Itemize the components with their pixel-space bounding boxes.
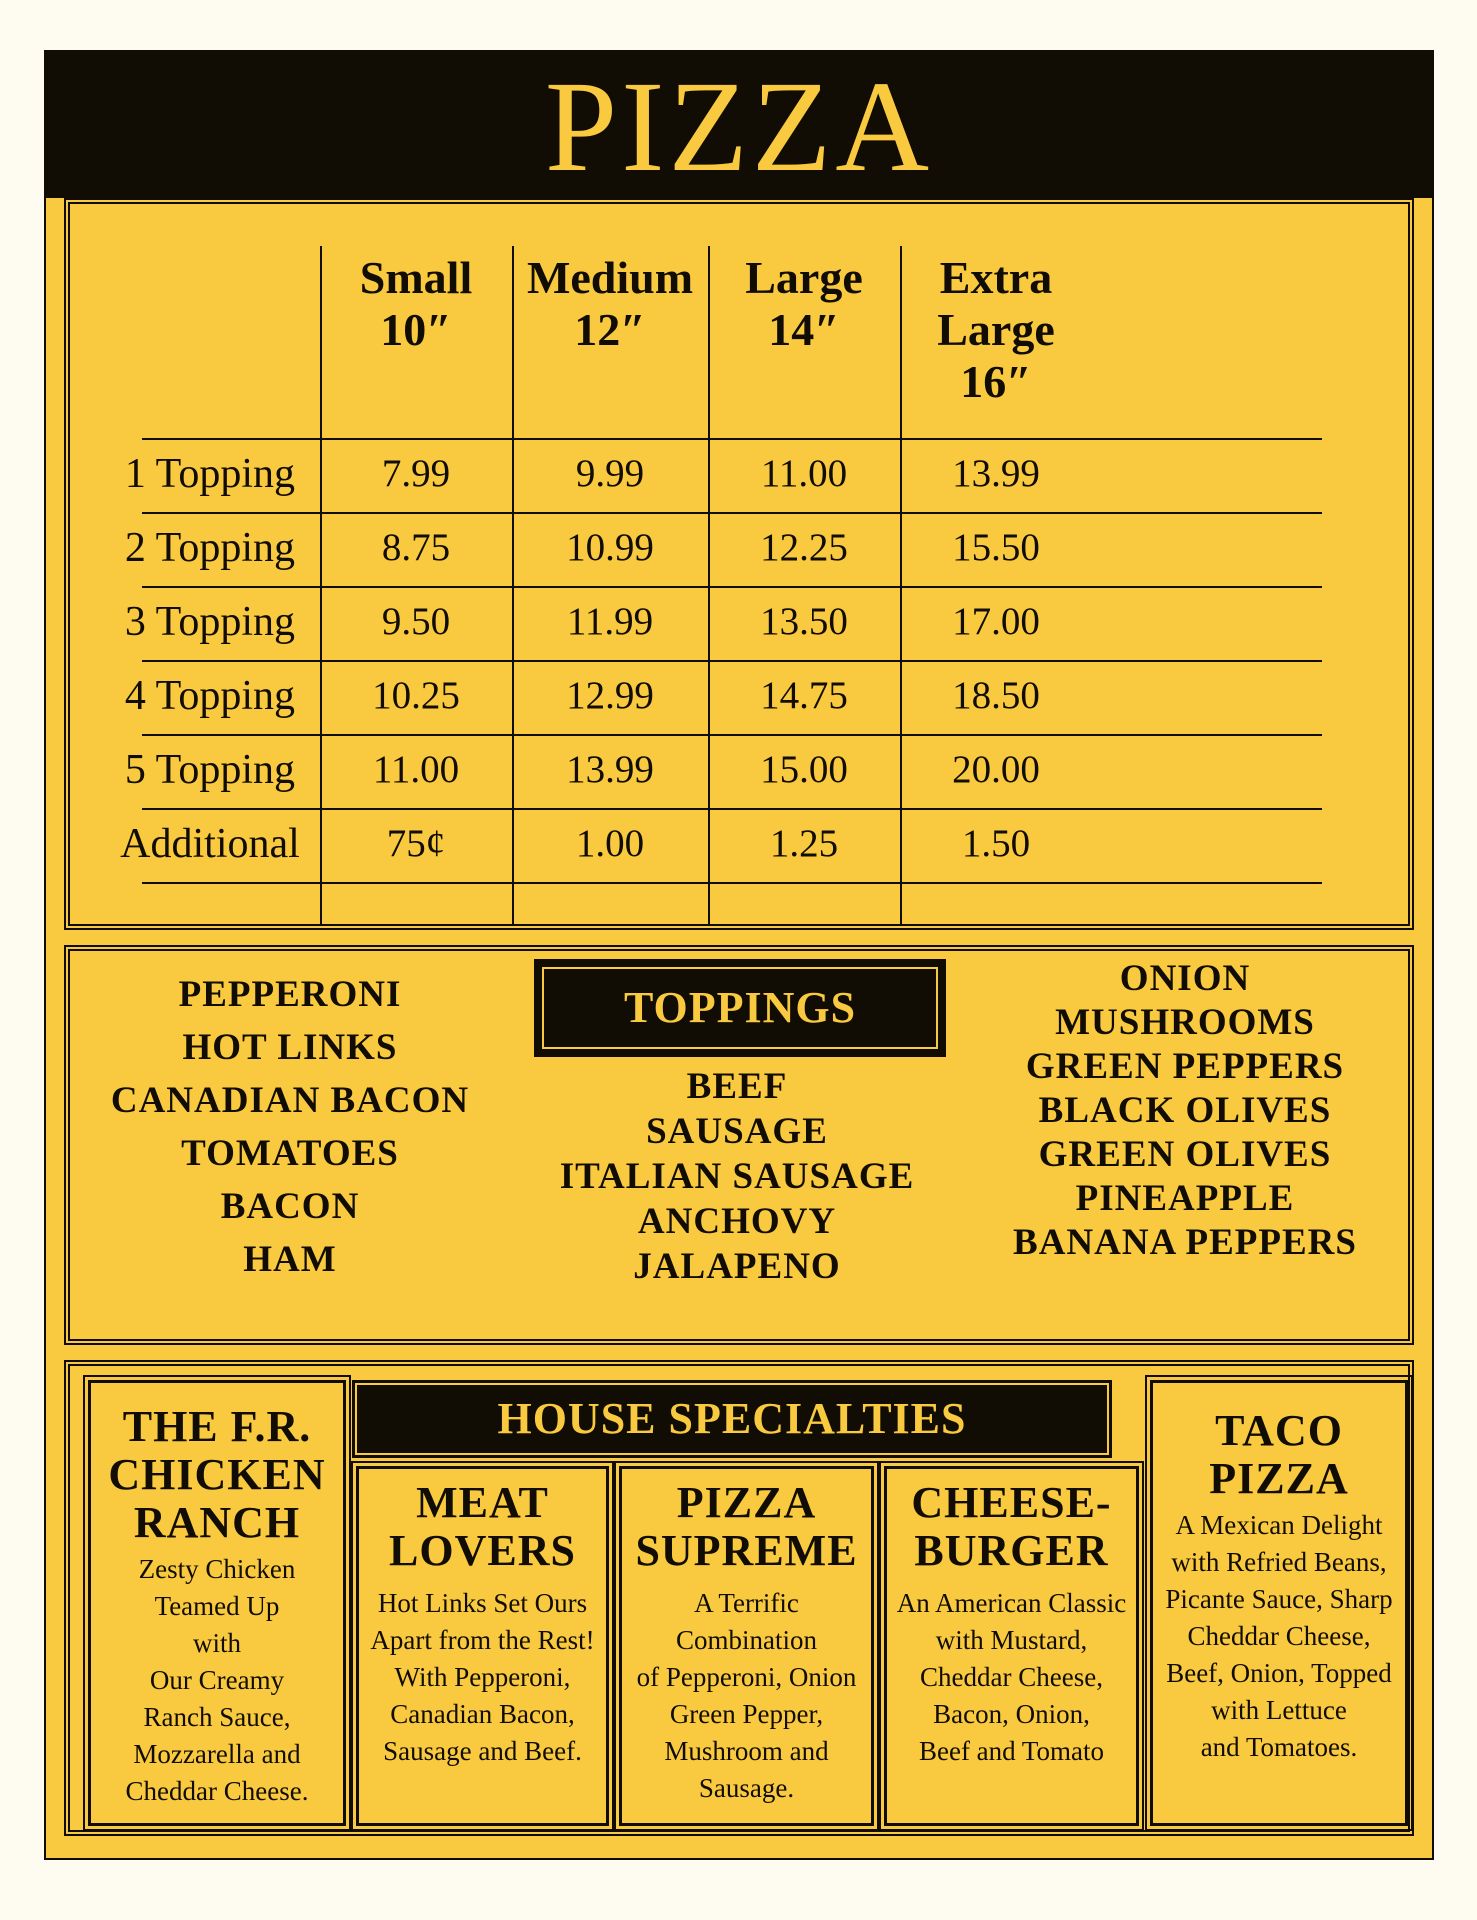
topping-item: BLACK OLIVES — [1038, 1090, 1332, 1131]
specialty-description-line: with Mustard, — [935, 1625, 1088, 1655]
price-cell: 12.25 — [760, 526, 848, 569]
title-bar — [46, 52, 1432, 198]
specialty-card — [884, 1466, 1139, 1826]
specialty-description-line: Apart from the Rest! — [370, 1625, 595, 1655]
specialty-description-line: Beef, Onion, Topped — [1166, 1658, 1392, 1688]
price-cell: 12.99 — [566, 674, 654, 717]
price-cell: 15.00 — [760, 748, 848, 791]
specialty-description-line: Ranch Sauce, — [143, 1702, 291, 1732]
size-inches: 16″ — [960, 356, 1032, 407]
specialty-description-line: Cheddar Cheese. — [125, 1776, 309, 1806]
toppings-title: TOPPINGS — [623, 983, 857, 1032]
size-name: Small — [359, 252, 473, 303]
table-row-divider — [142, 734, 1322, 736]
size-name: Medium — [526, 252, 694, 303]
price-cell: 75¢ — [386, 822, 446, 865]
toppings-column-left — [90, 961, 490, 1341]
specialty-card — [1150, 1380, 1408, 1826]
specialty-description — [1153, 1507, 1405, 1766]
size-name: Large — [745, 252, 863, 303]
price-cell: 18.50 — [952, 674, 1040, 717]
topping-item: TOMATOES — [181, 1133, 399, 1174]
price-cell: 10.25 — [372, 674, 460, 717]
specialty-description-line: Mozzarella and — [133, 1739, 301, 1769]
price-cell: 15.50 — [952, 526, 1040, 569]
price-cell: 9.99 — [575, 452, 645, 495]
price-cell: 9.50 — [381, 600, 451, 643]
specialty-name-line: BURGER — [914, 1526, 1109, 1575]
price-cell: 8.75 — [381, 526, 451, 569]
toppings-column-middle — [510, 1063, 964, 1341]
price-cell: 13.99 — [566, 748, 654, 791]
specialty-description-line: With Pepperoni, — [394, 1662, 571, 1692]
specialty-card — [356, 1466, 609, 1826]
row-label: 1 Topping — [124, 451, 296, 497]
specialty-description-line: with Lettuce — [1211, 1695, 1347, 1725]
specialty-name — [1153, 1407, 1405, 1503]
topping-item: PINEAPPLE — [1075, 1178, 1295, 1219]
specialty-description-line: Our Creamy — [149, 1665, 285, 1695]
specialty-description-line: Sausage and Beef. — [383, 1736, 582, 1766]
topping-item: HAM — [243, 1239, 337, 1280]
specialty-name — [91, 1403, 343, 1547]
specialty-description-line: Zesty Chicken — [138, 1554, 296, 1584]
specialty-name — [622, 1479, 871, 1575]
specialty-name — [359, 1479, 606, 1575]
toppings-section — [64, 945, 1414, 1345]
specialty-name — [887, 1479, 1136, 1575]
specialty-description — [622, 1585, 871, 1807]
house-specialties-title: HOUSE SPECIALTIES — [497, 1394, 967, 1443]
specialty-name-line: PIZZA — [1209, 1454, 1349, 1503]
specialty-name-line: MEAT — [416, 1478, 549, 1527]
row-label: Additional — [120, 821, 300, 867]
specialty-description — [359, 1585, 606, 1770]
price-cell: 7.99 — [381, 452, 451, 495]
house-specialties-title-box — [352, 1380, 1112, 1458]
specialty-description-line: Teamed Up — [154, 1591, 280, 1621]
specialty-description-line: Hot Links Set Ours — [377, 1588, 588, 1618]
specialty-card — [88, 1380, 346, 1826]
specialty-description-line: and Tomatoes. — [1200, 1732, 1358, 1762]
specialty-description-line: with Refried Beans, — [1171, 1547, 1387, 1577]
topping-item: ITALIAN SAUSAGE — [559, 1156, 915, 1197]
toppings-title-box — [536, 961, 944, 1055]
specialty-description-line: A Mexican Delight — [1175, 1510, 1383, 1540]
table-row-divider — [142, 660, 1322, 662]
size-inches: 14″ — [768, 304, 840, 355]
specialty-description-line: with — [192, 1628, 241, 1658]
topping-item: ANCHOVY — [637, 1201, 837, 1242]
size-name: Extra Large — [937, 252, 1055, 355]
size-header — [704, 252, 904, 356]
specialty-description-line: A Terrific Combination — [676, 1588, 817, 1655]
specialty-description-line: of Pepperoni, Onion — [636, 1662, 857, 1692]
row-label: 3 Topping — [124, 599, 296, 645]
price-cell: 11.99 — [566, 600, 654, 643]
specialty-description — [887, 1585, 1136, 1770]
topping-item: BANANA PEPPERS — [1013, 1222, 1357, 1263]
toppings-column-right — [980, 955, 1390, 1345]
price-cell: 11.00 — [760, 452, 848, 495]
price-cell: 1.25 — [769, 822, 839, 865]
topping-item: GREEN PEPPERS — [1025, 1046, 1345, 1087]
specialty-name-line: THE F.R. — [122, 1402, 312, 1451]
specialty-name-line: SUPREME — [635, 1526, 858, 1575]
row-label: 2 Topping — [124, 525, 296, 571]
specialty-description-line: Beef and Tomato — [918, 1736, 1105, 1766]
table-row-divider — [142, 438, 1322, 440]
topping-item: HOT LINKS — [182, 1027, 398, 1068]
house-specialties-section — [64, 1360, 1414, 1836]
specialty-description — [91, 1551, 343, 1810]
price-cell: 1.50 — [961, 822, 1031, 865]
price-table — [70, 204, 1408, 924]
specialty-name-line: RANCH — [133, 1498, 301, 1547]
size-header — [510, 252, 710, 356]
price-cell: 1.00 — [575, 822, 645, 865]
specialty-description-line: Bacon, Onion, — [933, 1699, 1090, 1729]
topping-item: BEEF — [686, 1066, 788, 1107]
specialty-description-line: An American Classic — [896, 1588, 1127, 1618]
price-cell: 13.50 — [760, 600, 848, 643]
price-table-frame — [64, 198, 1414, 930]
page-title: PIZZA — [544, 55, 934, 199]
specialty-name-line: LOVERS — [389, 1526, 576, 1575]
specialty-description-line: Green Pepper, — [669, 1699, 824, 1729]
table-row-divider — [142, 586, 1322, 588]
specialty-name-line: PIZZA — [676, 1478, 817, 1527]
price-cell: 11.00 — [372, 748, 460, 791]
topping-item: JALAPENO — [633, 1246, 841, 1287]
topping-item: SAUSAGE — [646, 1111, 828, 1152]
price-cell: 17.00 — [952, 600, 1040, 643]
price-cell: 20.00 — [952, 748, 1040, 791]
size-header — [316, 252, 516, 356]
row-label: 5 Topping — [124, 747, 296, 793]
topping-item: MUSHROOMS — [1055, 1002, 1315, 1043]
specialty-description-line: Canadian Bacon, — [390, 1699, 575, 1729]
specialty-name-line: CHICKEN — [108, 1450, 326, 1499]
price-cell: 10.99 — [566, 526, 654, 569]
topping-item: PEPPERONI — [178, 974, 402, 1015]
price-cell: 14.75 — [760, 674, 848, 717]
topping-item: GREEN OLIVES — [1038, 1134, 1332, 1175]
size-inches: 12″ — [574, 304, 646, 355]
specialty-name-line: TACO — [1215, 1406, 1343, 1455]
specialty-description-line: Cheddar Cheese, — [920, 1662, 1103, 1692]
specialty-name-line: CHEESE- — [911, 1478, 1112, 1527]
table-row-divider — [142, 512, 1322, 514]
topping-item: ONION — [1119, 958, 1251, 999]
table-row-divider — [142, 882, 1322, 884]
specialty-description-line: Mushroom and — [664, 1736, 829, 1766]
specialty-description-line: Sausage. — [698, 1773, 795, 1803]
topping-item: BACON — [220, 1186, 360, 1227]
menu-page — [44, 50, 1434, 1860]
specialty-card — [619, 1466, 874, 1826]
specialty-description-line: Cheddar Cheese, — [1187, 1621, 1371, 1651]
row-label: 4 Topping — [124, 673, 296, 719]
size-header — [896, 252, 1096, 408]
specialty-description-line: Picante Sauce, Sharp — [1165, 1584, 1393, 1614]
table-row-divider — [142, 808, 1322, 810]
size-inches: 10″ — [380, 304, 452, 355]
topping-item: CANADIAN BACON — [110, 1080, 470, 1121]
price-cell: 13.99 — [952, 452, 1040, 495]
